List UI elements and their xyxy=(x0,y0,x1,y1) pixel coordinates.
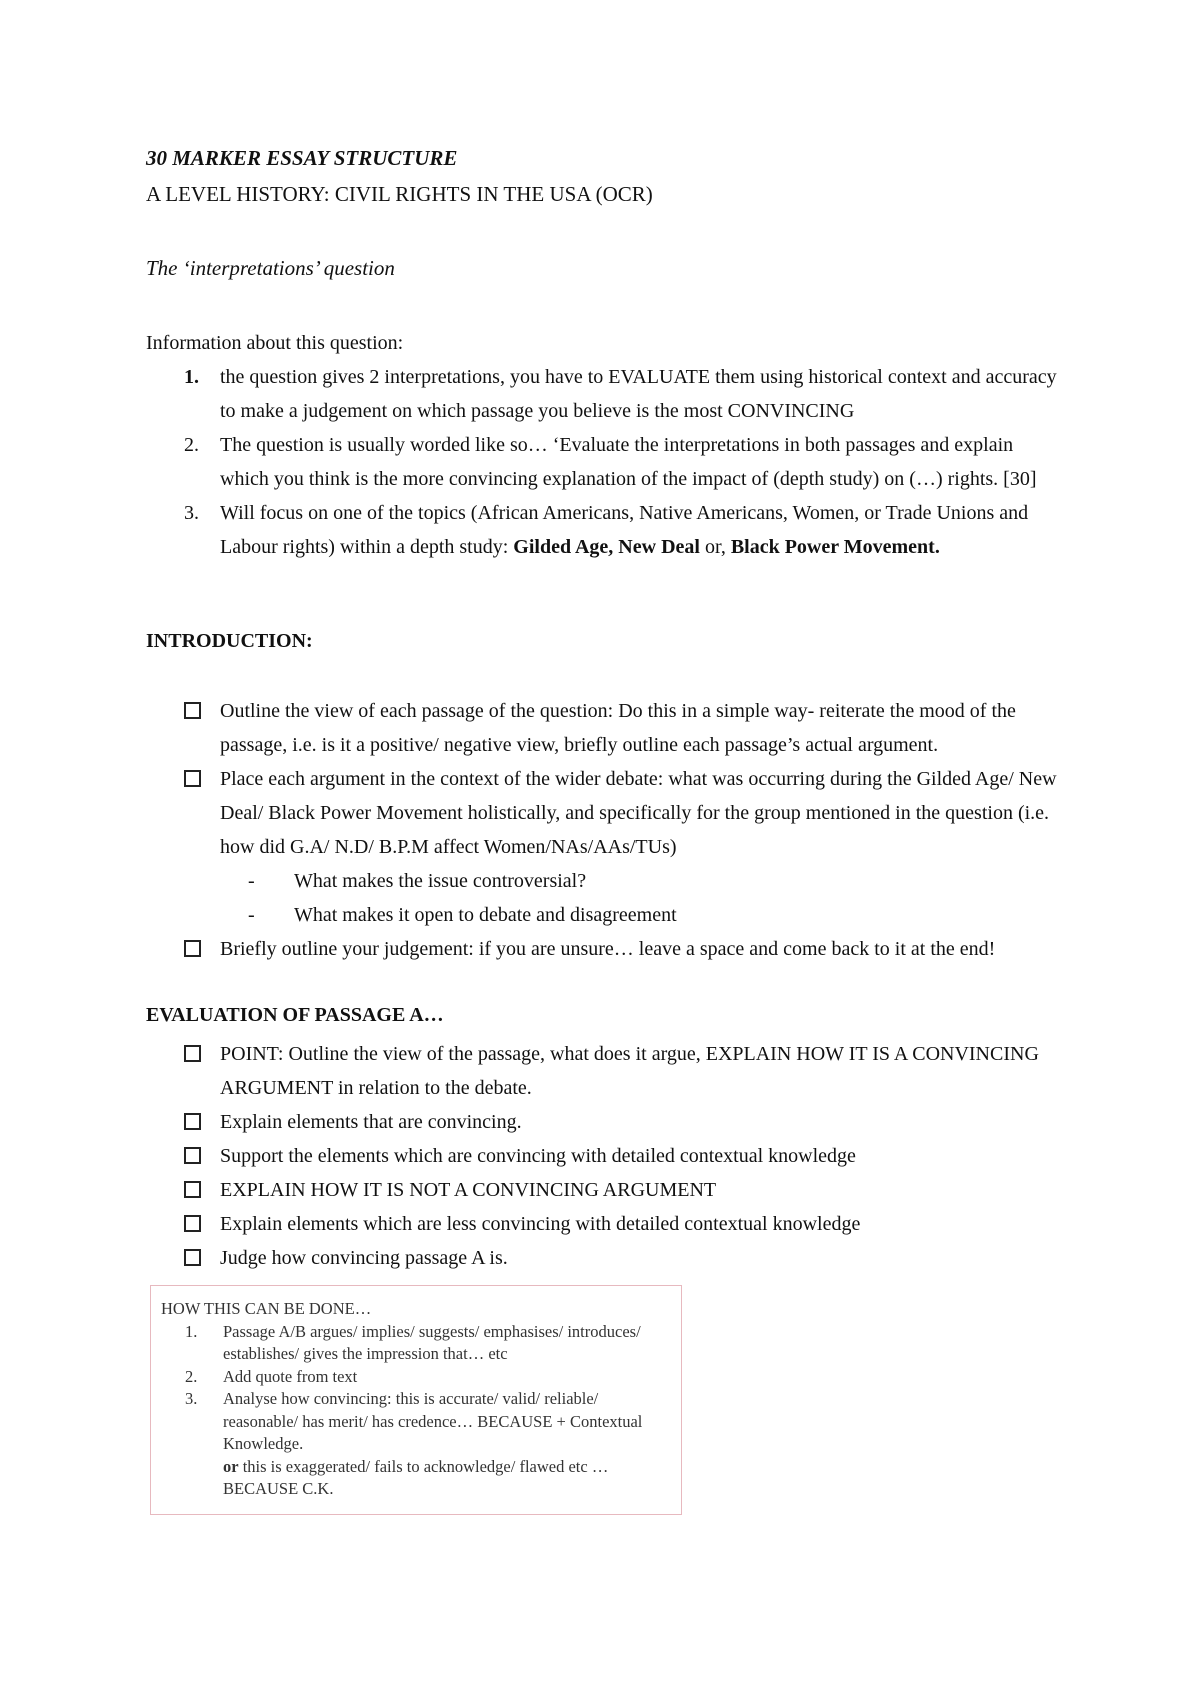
how-box-item-number: 2. xyxy=(185,1366,198,1386)
introduction-heading: INTRODUCTION: xyxy=(146,630,313,652)
checklist-item-text: Explain elements which are less convincing with detailed contextual knowledge xyxy=(220,1213,861,1235)
passage-a-heading: EVALUATION OF PASSAGE A… xyxy=(146,1004,444,1026)
how-box-item-text: Add quote from text xyxy=(223,1366,358,1386)
document-subtitle: The ‘interpretations’ question xyxy=(146,256,395,280)
how-box-item-text-alt: this is exaggerated/ fails to acknowledge/ flawed etc … BECAUSE C.K. xyxy=(223,1456,609,1498)
how-box-item-text: Passage A/B argues/ implies/ suggests/ emphasises/ introduces/ establishes/ gives the impression that… etc xyxy=(223,1321,641,1363)
info-item-text: The question is usually worded like so… ‘Evaluate the interpretations in both passages and explain which you think is the more convincing explanation of the impact of (depth study) on (…) rights. [30] xyxy=(220,434,1037,490)
checkbox[interactable] xyxy=(184,1249,201,1266)
sub-bullet-text: What makes the issue controversial? xyxy=(294,870,587,892)
how-box-item-number: 3. xyxy=(185,1389,198,1408)
info-item xyxy=(146,496,1066,564)
how-box-item-text: Analyse how convincing: this is accurate/ valid/ reliable/ reasonable/ has merit/ has credence… BECAUSE + Contextual Knowledge. xyxy=(223,1389,643,1453)
checkbox[interactable] xyxy=(184,1045,201,1062)
how-box-item-number: 1. xyxy=(185,1321,198,1341)
sub-bullet-list xyxy=(184,864,1084,932)
checkbox[interactable] xyxy=(184,940,201,957)
checkbox[interactable] xyxy=(184,1113,201,1130)
checklist-item-text: Support the elements which are convincing with detailed contextual knowledge xyxy=(220,1145,856,1167)
sub-bullet xyxy=(184,898,1084,932)
checklist-item xyxy=(184,1139,1084,1173)
checklist-item xyxy=(184,1037,1084,1105)
info-item-number: 1. xyxy=(184,366,199,388)
info-item-text: Will focus on one of the topics (African Americans, Native Americans, Women, or Trade Unions and Labour rights) within a depth study: xyxy=(220,502,1029,558)
checklist-item xyxy=(184,1173,1084,1207)
document-title: 30 MARKER ESSAY STRUCTURE xyxy=(146,146,458,170)
checkbox[interactable] xyxy=(184,1215,201,1232)
info-list xyxy=(146,360,1066,564)
checklist-item-text: Outline the view of each passage of the question: Do this in a simple way- reiterate the mood of the passage, i.e. is it a positive/ negative view, briefly outline each passage’s actual argument. xyxy=(220,700,1016,756)
checkbox[interactable] xyxy=(184,1181,201,1198)
info-label: Information about this question: xyxy=(146,332,404,354)
checklist-item xyxy=(184,762,1084,864)
checkbox[interactable] xyxy=(184,702,201,719)
checkbox[interactable] xyxy=(184,1147,201,1164)
document-course-title: A LEVEL HISTORY: CIVIL RIGHTS IN THE USA (OCR) xyxy=(146,182,653,206)
checklist-item-text: Explain elements that are convincing. xyxy=(220,1111,522,1133)
sub-bullet-text: What makes it open to debate and disagreement xyxy=(294,904,677,926)
checklist-item xyxy=(184,932,1084,966)
dash-bullet-icon: - xyxy=(248,904,255,926)
info-item xyxy=(146,360,1066,428)
sub-bullet xyxy=(184,864,1084,898)
info-item-number: 3. xyxy=(184,502,199,524)
checklist-item xyxy=(184,1207,1084,1241)
depth-study-names: Gilded Age, New Deal xyxy=(513,536,700,558)
how-box-item xyxy=(161,1366,671,1389)
info-item-text: the question gives 2 interpretations, you have to EVALUATE them using historical context and accuracy to make a judgement on which passage you believe is the most CONVINCING xyxy=(220,366,1057,422)
depth-study-name-bpm: Black Power Movement. xyxy=(730,536,940,558)
how-box-item xyxy=(161,1388,671,1501)
checklist-item-text: Place each argument in the context of the wider debate: what was occurring during the Gilded Age/ New Deal/ Black Power Movement holistically, and specifically for the group mentioned in the question (i.e. how did G.A/ N.D/ B.P.M affect Women/NAs/AAs/TUs) xyxy=(220,768,1057,858)
how-box-heading: HOW THIS CAN BE DONE… xyxy=(161,1299,372,1318)
dash-bullet-icon: - xyxy=(248,870,255,892)
how-this-can-be-done-box xyxy=(150,1285,682,1515)
introduction-checklist xyxy=(184,694,1084,966)
checklist-item-text: POINT: Outline the view of the passage, what does it argue, EXPLAIN HOW IT IS A CONVINCING ARGUMENT in relation to the debate. xyxy=(220,1043,1039,1099)
info-item xyxy=(146,428,1066,496)
checklist-item-text: Briefly outline your judgement: if you are unsure… leave a space and come back to it at the end! xyxy=(220,938,996,960)
passage-a-checklist xyxy=(184,1037,1084,1275)
checklist-item xyxy=(184,694,1084,762)
checklist-item xyxy=(184,1241,1084,1275)
checklist-item xyxy=(184,1105,1084,1139)
checklist-item-text: EXPLAIN HOW IT IS NOT A CONVINCING ARGUMENT xyxy=(220,1179,717,1201)
info-item-connector: or, xyxy=(699,536,731,558)
info-item-number: 2. xyxy=(184,434,199,456)
how-box-or: or xyxy=(223,1456,239,1476)
checklist-item-text: Judge how convincing passage A is. xyxy=(220,1247,508,1269)
checkbox[interactable] xyxy=(184,770,201,787)
how-box-item xyxy=(161,1321,671,1366)
